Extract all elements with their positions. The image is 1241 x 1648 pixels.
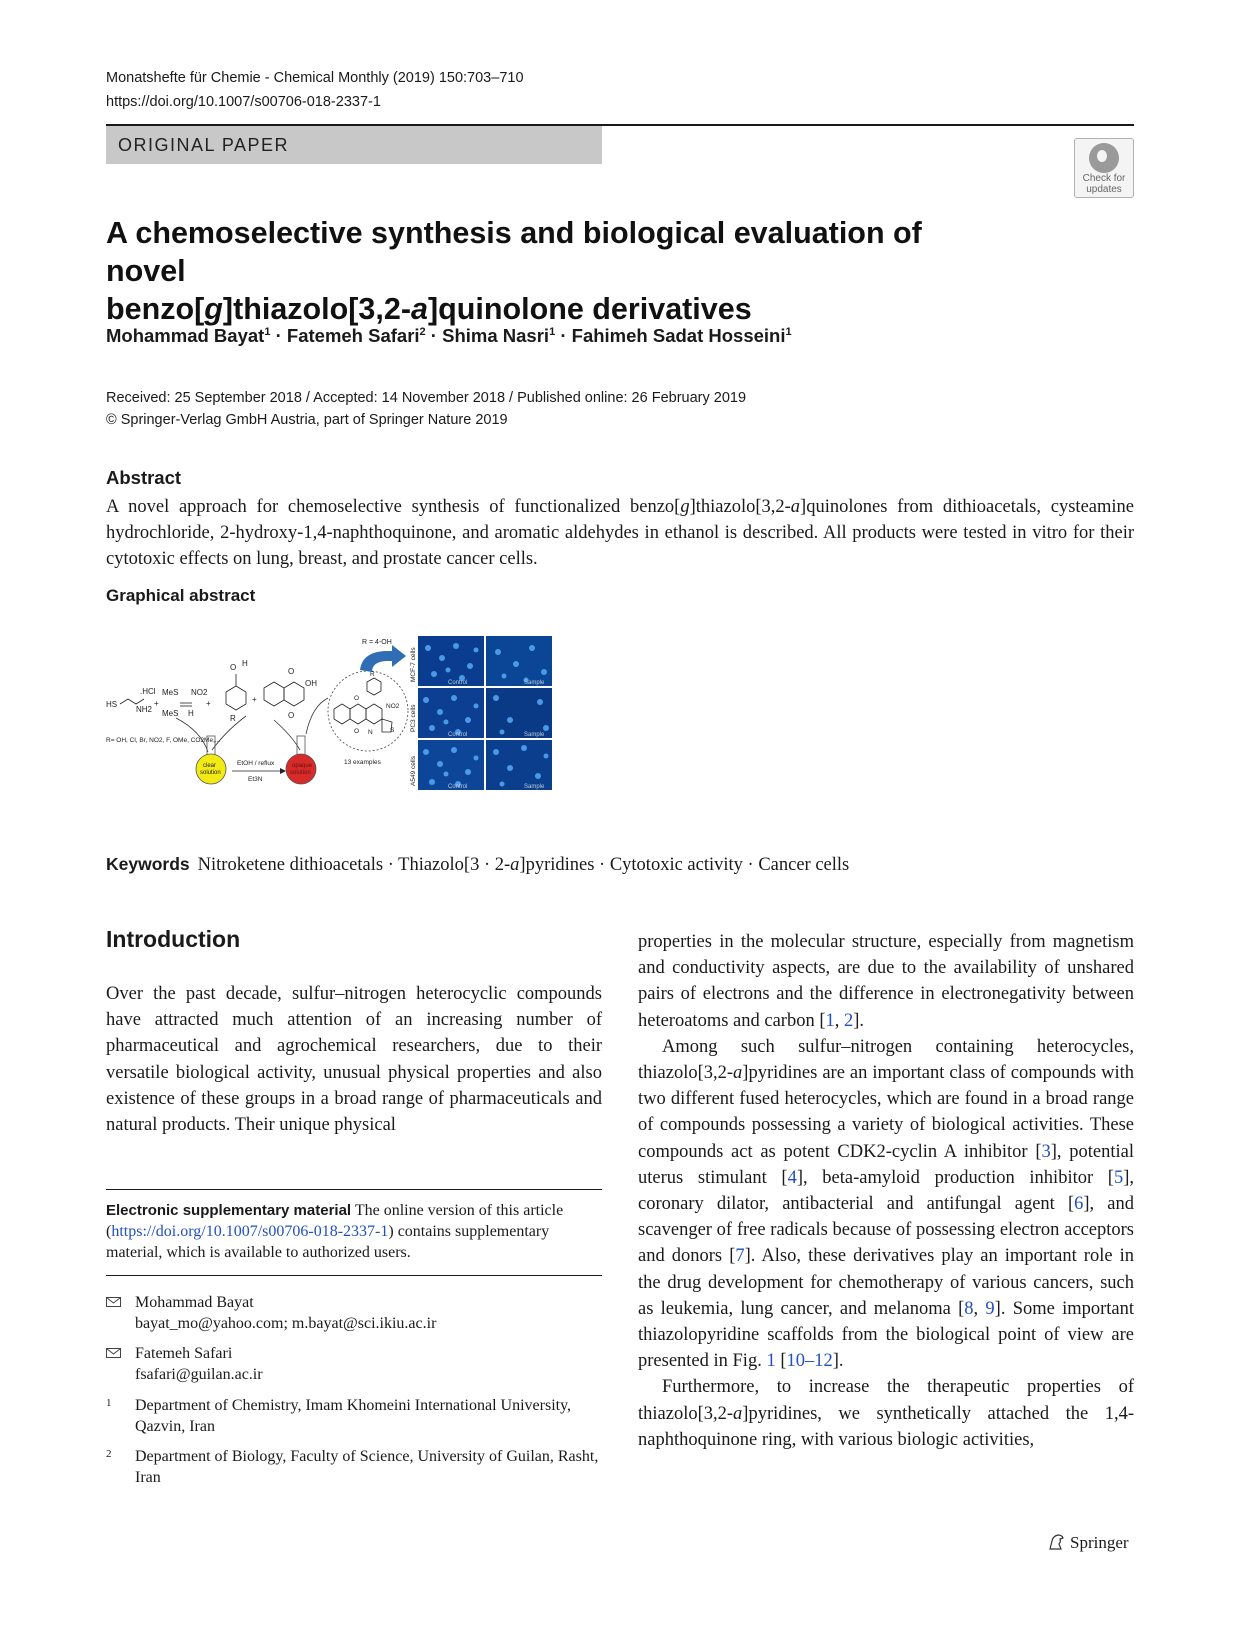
journal-header	[106, 66, 524, 114]
citation-link[interactable]: 3	[1041, 1141, 1051, 1162]
abstract-italic-a: a	[790, 497, 801, 517]
ga-r-4oh-label: R = 4-OH	[362, 639, 392, 646]
ga-r-list: R= OH, Cl, Br, NO2, F, OMe, CO2Me,...	[106, 737, 221, 744]
text-run: ]pyridines, we synthetically attached the 1,4-naphthoquinone ring, with various biologic activities,	[638, 1403, 1134, 1450]
ga-row-mcf7: MCF-7 cells	[410, 647, 417, 682]
crossmark-label-2: updates	[1086, 184, 1122, 195]
publication-dates	[106, 387, 746, 431]
affiliation-text: Department of Biology, Faculty of Science, University of Guilan, Rasht, Iran	[135, 1448, 599, 1486]
citation-link[interactable]: 1	[825, 1010, 835, 1031]
citation-link[interactable]: 5	[1113, 1167, 1124, 1188]
intro-paragraph-3	[638, 1374, 1134, 1453]
graphical-abstract-heading: Graphical abstract	[106, 586, 256, 605]
contact-email[interactable]: bayat_mo@yahoo.com; m.bayat@sci.ikiu.ac.ir	[135, 1315, 437, 1332]
citation-link[interactable]: 9	[985, 1298, 995, 1319]
ga-selection-arrow	[360, 645, 406, 672]
affiliation-text: Department of Chemistry, Imam Khomeini International University, Qazvin, Iran	[135, 1397, 572, 1435]
text-run: properties in the molecular structure, especially from magnetism and conductivity aspects, are due to the availability of unshared pairs of electrons and the difference in electronegativity between heteroatoms and carbon [	[638, 932, 1134, 1031]
ga-product-highlight	[328, 671, 408, 751]
text-run: Among such sulfur–nitrogen containing heterocycles, thiazolo[3,2-	[638, 1036, 1134, 1084]
keywords-text: Nitroketene dithioacetals · Thiazolo[3 · 2-	[197, 855, 511, 875]
esm-doi-link[interactable]: https://doi.org/10.1007/s00706-018-2337-1	[111, 1223, 389, 1240]
crossmark-icon	[1089, 143, 1119, 173]
graphical-abstract-figure[interactable]	[106, 636, 586, 806]
title-part: benzo[	[106, 292, 205, 326]
citation-link[interactable]: 6	[1074, 1194, 1084, 1215]
ga-product-aryl	[367, 678, 381, 695]
intro-right-column	[638, 929, 1134, 1453]
abstract-part: ]quinolones from dithioacetals, cysteamine hydrochloride, 2-hydroxy-1,4-naphthoquinone, and aromatic aldehydes in ethanol is described. All products were tested in vitro for their cytotoxic effects on lung, breast, and prostate cancer cells.	[106, 497, 1134, 569]
ga-mes1-label: MeS	[162, 688, 179, 697]
ga-hs-label: HS	[106, 700, 118, 709]
contact-email[interactable]: fsafari@guilan.ac.ir	[135, 1366, 263, 1383]
keywords-label: Keywords	[106, 854, 190, 874]
ga-arrow-to-flask1b	[212, 716, 246, 750]
keywords	[106, 854, 849, 876]
corresponding-author-1	[106, 1292, 602, 1334]
ga-product-s: S	[390, 727, 395, 734]
author[interactable]	[287, 325, 426, 346]
ga-col-control-3: Control	[448, 784, 468, 790]
author-affiliation-mark: 2	[419, 325, 426, 338]
title-italic-a: a	[411, 292, 428, 326]
author[interactable]	[572, 325, 792, 346]
copyright-line: © Springer-Verlag GmbH Austria, part of Springer Nature 2019	[106, 412, 508, 428]
ga-product-o-top: O	[354, 695, 360, 702]
figure-link[interactable]: 1	[766, 1351, 776, 1372]
ga-flask1-label-2: solution	[200, 770, 221, 776]
ga-col-control-1: Control	[448, 680, 468, 686]
ga-plus-3: +	[252, 695, 257, 704]
ga-nh2-label: NH2	[136, 705, 153, 714]
ga-col-control-2: Control	[448, 732, 468, 738]
check-for-updates-badge[interactable]	[1074, 138, 1134, 198]
abstract-heading: Abstract	[106, 467, 182, 488]
ga-hydroxy-label: OH	[305, 679, 317, 688]
ga-reaction-arrow-head	[280, 768, 286, 774]
text-run: ) contains supplementary material, which is available to authorized users.	[106, 1223, 550, 1261]
section-label: ORIGINAL PAPER	[106, 126, 602, 164]
title-italic-g: g	[204, 292, 223, 326]
author-affiliation-mark: 1	[549, 325, 556, 338]
ga-flask1-label-1: clear	[203, 763, 217, 769]
citation-link[interactable]: 7	[735, 1246, 745, 1267]
crossmark-label-1: Check for	[1082, 173, 1126, 184]
contact-name: Fatemeh Safari	[135, 1345, 233, 1362]
ga-hcl-label: .HCl	[140, 687, 156, 696]
author-affiliation-mark: 1	[264, 325, 271, 338]
text-run: ], and scavenger of free radicals because of possessing electron acceptors and donors [	[638, 1194, 1134, 1267]
corresponding-author-2	[106, 1343, 602, 1385]
citation-link[interactable]: 8	[964, 1298, 974, 1319]
ga-col-sample-1: Sample	[524, 680, 545, 686]
text-run: The online version of this article (	[106, 1202, 564, 1240]
ga-arrow-to-flask1	[176, 718, 208, 752]
ga-benzene-ring	[226, 686, 246, 710]
springer-horse-icon	[1046, 1532, 1066, 1552]
ga-plus-2: +	[206, 699, 211, 708]
ga-aldehyde-h: H	[242, 659, 248, 668]
ga-flask2-label-1: opaque	[292, 763, 313, 769]
ga-product-n: N	[368, 729, 373, 736]
title-part: ]thiazolo[3,2-	[222, 292, 411, 326]
ga-no2-label: NO2	[191, 688, 208, 697]
ga-examples-label: 13 examples	[344, 759, 381, 766]
ga-row-a549: A549 cells	[410, 756, 417, 786]
author[interactable]	[442, 325, 555, 346]
title-line-1: A chemoselective synthesis and biological evaluation of novel	[106, 216, 922, 288]
abstract-part: ]thiazolo[3,2-	[689, 497, 791, 517]
article-title	[106, 214, 986, 328]
text-run: ]. Also, these derivatives play an important role in the drug development for chemotherapy of various cancers, such as leukemia, lung cancer, and melanoma [	[638, 1246, 1134, 1319]
ga-h-label: H	[188, 709, 194, 718]
ga-arrow-to-product	[306, 698, 328, 734]
esm-label: Electronic supplementary material	[106, 1202, 352, 1219]
ga-product-ring-b	[350, 704, 366, 724]
citation-link[interactable]: 10–12	[786, 1351, 833, 1372]
title-line-2	[106, 290, 986, 328]
affiliation-number: 1	[106, 1397, 112, 1409]
ga-col-sample-3: Sample	[524, 784, 545, 790]
journal-citation: Monatshefte für Chemie - Chemical Monthly (2019) 150:703–710	[106, 70, 524, 86]
affiliation-number: 2	[106, 1448, 112, 1460]
author[interactable]	[106, 325, 270, 346]
ga-r-substituent: R	[230, 714, 236, 723]
ga-arrow-to-flask2	[274, 720, 300, 750]
ga-aldehyde-label: O	[230, 663, 237, 672]
text-run: Furthermore, to increase the therapeutic properties of thiazolo[3,2-	[638, 1377, 1134, 1424]
contact-name: Mohammad Bayat	[135, 1294, 254, 1311]
ga-naphthoquinone-ring-b	[284, 682, 304, 706]
author-list	[106, 325, 792, 347]
abstract-part: A novel approach for chemoselective synthesis of functionalized benzo[	[106, 497, 681, 517]
citation-link[interactable]: 4	[787, 1167, 797, 1188]
intro-paragraph-2: Among such sulfur–nitrogen containing heterocycles, thiazolo[3,2-a]pyridines are an important class of compounds with two different fused heterocycles, which are found in a broad range of compounds possessing a variety of biological activities. These compounds act as potent CDK2-cyclin A inhibitor [3], potential uterus stimulant [4], beta-amyloid production inhibitor [5], coronary dilator, antibacterial and antifungal agent [6], and scavenger of free radicals because of possessing electron acceptors and donors [7]. Also, these derivatives play an important role in the drug development for chemotherapy of various cancers, such as leukemia, lung cancer, and melanoma [8, 9]. Some important thiazolopyridine scaffolds from the biological point of view are presented in Fig. 1 [10–12].	[638, 1036, 1135, 1372]
ga-image-a549-control	[418, 740, 484, 790]
ga-quinone-o-top: O	[288, 667, 295, 676]
footnote-rule	[106, 1189, 602, 1190]
affiliation-2	[106, 1446, 602, 1488]
ga-cysteamine-bonds	[120, 699, 144, 704]
intro-left-column	[106, 981, 602, 1138]
italic-a: a	[733, 1403, 743, 1424]
author-name: Fahimeh Sadat Hosseini	[571, 325, 786, 346]
keywords-italic-a: a	[510, 855, 520, 875]
ga-image-mcf7-control	[418, 636, 484, 686]
history-dates: Received: 25 September 2018 / Accepted: 14 November 2018 / Published online: 26 February 2019	[106, 390, 747, 406]
ga-image-mcf7-sample	[486, 636, 552, 686]
ga-col-sample-2: Sample	[524, 732, 545, 738]
author-separator: ·	[270, 325, 287, 346]
abstract-text	[106, 494, 1134, 572]
ga-naphthoquinone-ring-a	[264, 682, 284, 706]
text-run: ]pyridines are an important class of compounds with two different fused heterocycles, which are found in a broad range of compounds possessing a variety of biological activities. These compounds act as potent CDK2-cyclin A inhibitor [	[638, 1063, 1134, 1162]
text-run: ], coronary dilator, antibacterial and antifungal agent [	[638, 1167, 1135, 1215]
author-affiliation-mark: 1	[785, 325, 792, 338]
author-name: Shima Nasri	[442, 325, 550, 346]
ga-image-pc3-control	[418, 688, 484, 738]
keywords-text: ]pyridines · Cytotoxic activity · Cancer cells	[519, 855, 850, 875]
publisher-name: Springer	[1070, 1533, 1129, 1552]
envelope-icon	[106, 1348, 121, 1358]
ga-reagents-bottom: Et3N	[248, 776, 263, 783]
affiliation-1	[106, 1395, 602, 1437]
ga-image-a549-sample	[486, 740, 552, 790]
author-name: Fatemeh Safari	[286, 325, 420, 346]
supplementary-material-note	[106, 1200, 602, 1263]
ga-flask2-label-2: solution	[290, 770, 311, 776]
title-part: ]quinolone derivatives	[427, 292, 752, 326]
author-separator: ·	[555, 325, 572, 346]
ga-flask2-opaque-solution	[286, 754, 316, 784]
ga-mes2-label: MeS	[162, 709, 179, 718]
affiliation-rule	[106, 1275, 602, 1276]
ga-product-r: R	[370, 671, 375, 678]
ga-plus-1: +	[154, 699, 159, 708]
intro-paragraph-1: Over the past decade, sulfur–nitrogen heterocyclic compounds have attracted much attention of an increasing number of pharmaceutical and agrochemical researchers, due to their versatile biological activity, unusual physical properties and also existence of these groups in a broad range of pharmaceuticals and natural products. Their unique physical	[106, 984, 602, 1136]
ga-product-no2: NO2	[386, 703, 400, 710]
ga-product-o-bottom: O	[354, 728, 360, 735]
author-separator: ·	[425, 325, 443, 346]
introduction-heading: Introduction	[106, 926, 241, 952]
ga-microscopy-grid	[410, 636, 552, 790]
text-run: ]. Some important thiazolopyridine scaffolds from the biological point of view are presented in Fig.	[638, 1298, 1135, 1372]
italic-a: a	[733, 1063, 743, 1084]
ga-flask1-clear-solution	[196, 754, 226, 784]
text-run: ], potential uterus stimulant [	[638, 1141, 1134, 1188]
publisher-logo	[1046, 1532, 1129, 1553]
ga-row-pc3: PC3 cells	[410, 704, 417, 732]
ga-flask2-neck	[297, 736, 305, 756]
ga-product-ring-c	[366, 704, 382, 724]
article-doi[interactable]: https://doi.org/10.1007/s00706-018-2337-1	[106, 94, 381, 110]
author-name: Mohammad Bayat	[106, 325, 265, 346]
envelope-icon	[106, 1297, 121, 1307]
text-run: ], beta-amyloid production inhibitor [	[796, 1167, 1114, 1188]
intro-paragraph-1-continued: properties in the molecular structure, especially from magnetism and conductivity aspects, are due to the availability of unshared pairs of electrons and the difference in electronegativity between heteroatoms and carbon [1, 2].	[638, 932, 1134, 1031]
citation-link[interactable]: 2	[844, 1010, 854, 1031]
ga-product-ring-a	[334, 704, 350, 724]
abstract-italic-g: g	[680, 497, 690, 517]
ga-reagents-top: EtOH / reflux	[237, 760, 275, 767]
ga-quinone-o-bottom: O	[288, 711, 295, 720]
